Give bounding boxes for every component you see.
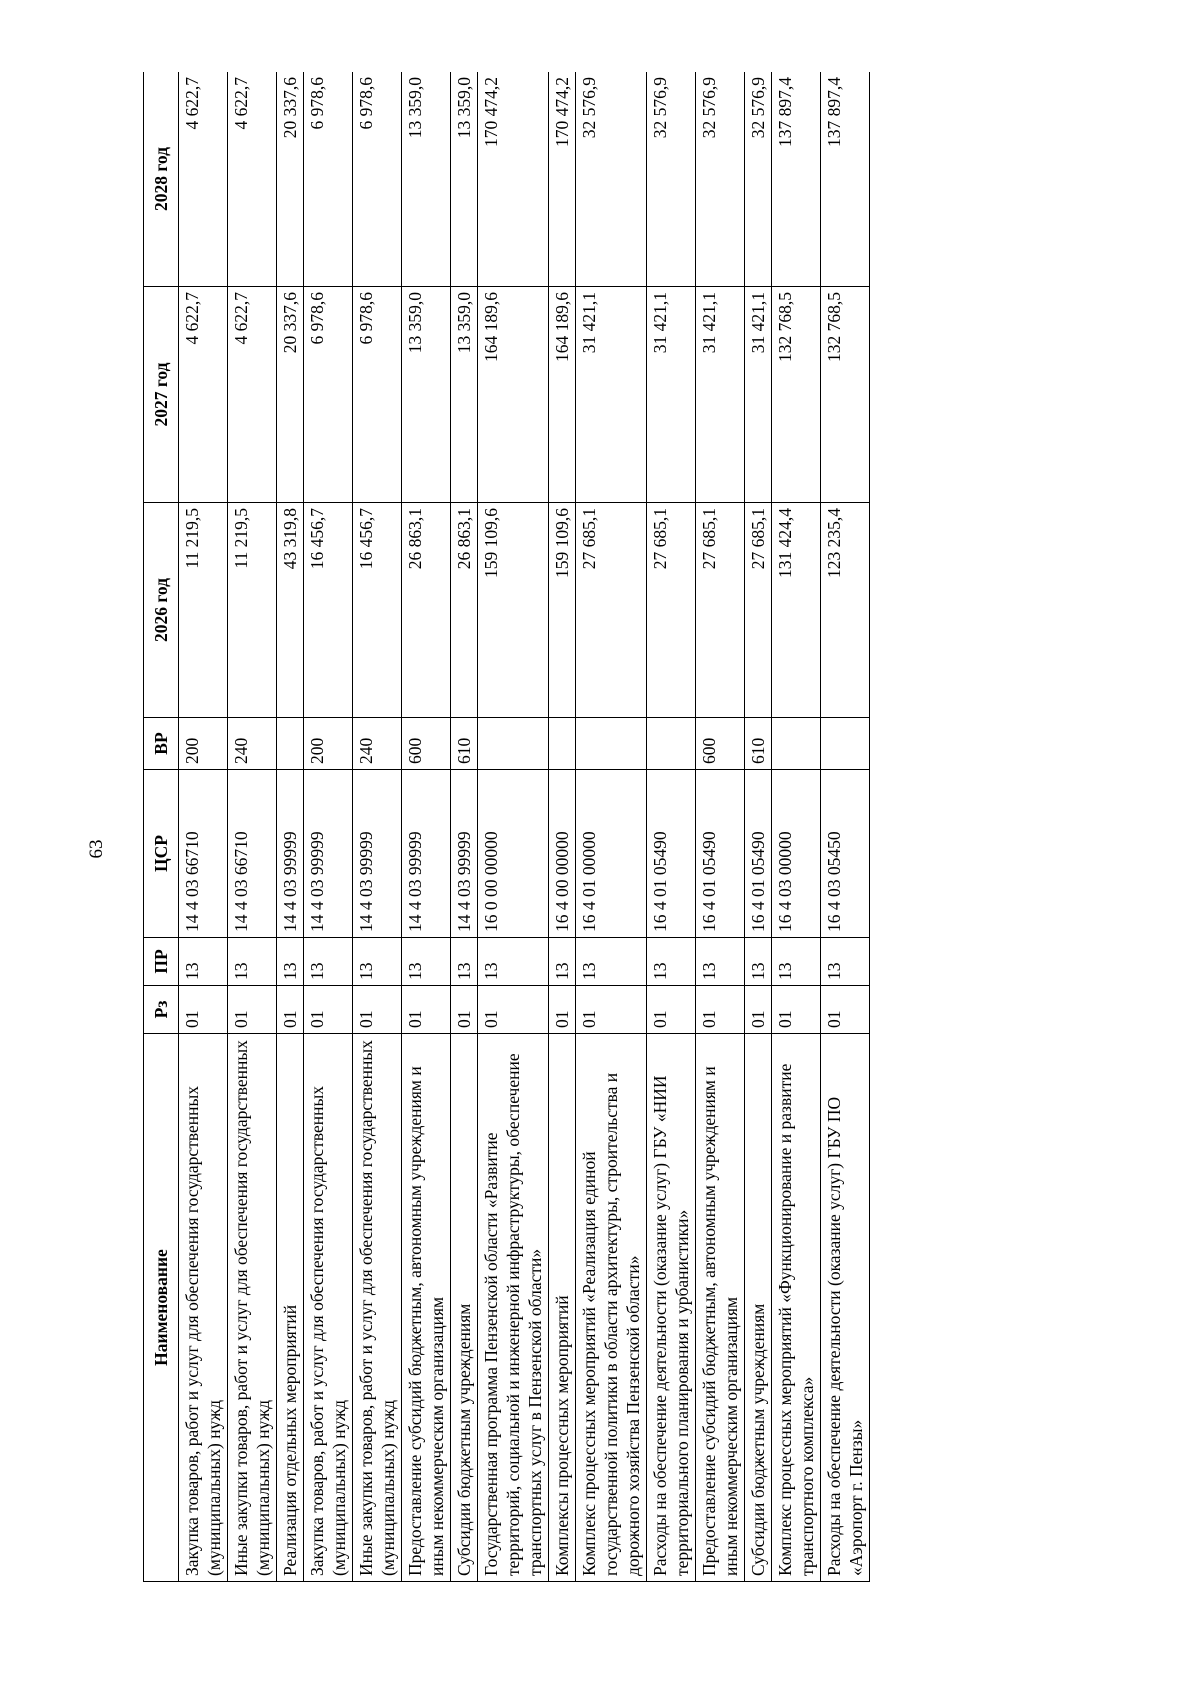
cell-2028: 20 337,6 <box>277 72 304 287</box>
header-2028: 2028 год <box>144 72 179 287</box>
cell-name: Расходы на обеспечение деятельности (оказание услуг) ГБУ «НИИ территориального планирования и урбанистики» <box>647 1034 696 1582</box>
cell-vr: 240 <box>353 718 402 770</box>
cell-vr <box>647 718 696 770</box>
cell-2028: 4 622,7 <box>228 72 277 287</box>
cell-2026: 27 685,1 <box>696 503 745 718</box>
table-row <box>353 72 402 1582</box>
cell-2026: 43 319,8 <box>277 503 304 718</box>
cell-vr: 200 <box>179 718 228 770</box>
table-row <box>647 72 696 1582</box>
cell-rz: 01 <box>821 986 870 1034</box>
cell-rz: 01 <box>179 986 228 1034</box>
cell-2028: 32 576,9 <box>745 72 772 287</box>
cell-name: Закупка товаров, работ и услуг для обеспечения государственных (муниципальных) нужд <box>179 1034 228 1582</box>
cell-csr: 14 4 03 99999 <box>304 770 353 938</box>
cell-2027: 31 421,1 <box>696 287 745 503</box>
cell-rz: 01 <box>451 986 478 1034</box>
cell-2027: 31 421,1 <box>576 287 647 503</box>
cell-vr: 600 <box>696 718 745 770</box>
cell-csr: 16 4 01 00000 <box>576 770 647 938</box>
cell-name: Предоставление субсидий бюджетным, автономным учреждениям и иным некоммерческим организациям <box>696 1034 745 1582</box>
cell-vr: 610 <box>745 718 772 770</box>
cell-2027: 31 421,1 <box>647 287 696 503</box>
table-row <box>277 72 304 1582</box>
table-header-row <box>144 72 179 1582</box>
table-row <box>478 72 549 1582</box>
cell-pr: 13 <box>576 938 647 986</box>
cell-csr: 16 4 01 05490 <box>647 770 696 938</box>
cell-2027: 164 189,6 <box>478 287 549 503</box>
cell-vr <box>772 718 821 770</box>
cell-vr <box>576 718 647 770</box>
cell-2028: 4 622,7 <box>179 72 228 287</box>
cell-name: Иные закупки товаров, работ и услуг для обеспечения государственных (муниципальных) нужд <box>353 1034 402 1582</box>
budget-table <box>143 72 870 1582</box>
table-row <box>179 72 228 1582</box>
cell-name: Комплекс процессных мероприятий «Реализация единой государственной политики в области архитектуры, строительства и дорожного хозяйства Пензенской области» <box>576 1034 647 1582</box>
table-row <box>549 72 576 1582</box>
header-2027: 2027 год <box>144 287 179 503</box>
cell-vr: 600 <box>402 718 451 770</box>
cell-2027: 6 978,6 <box>304 287 353 503</box>
table-row <box>402 72 451 1582</box>
cell-pr: 13 <box>745 938 772 986</box>
table-row <box>576 72 647 1582</box>
cell-pr: 13 <box>772 938 821 986</box>
cell-csr: 16 4 01 05490 <box>696 770 745 938</box>
cell-csr: 16 0 00 00000 <box>478 770 549 938</box>
cell-rz: 01 <box>228 986 277 1034</box>
cell-2027: 13 359,0 <box>451 287 478 503</box>
cell-2027: 132 768,5 <box>821 287 870 503</box>
cell-2026: 26 863,1 <box>402 503 451 718</box>
cell-2027: 31 421,1 <box>745 287 772 503</box>
cell-csr: 14 4 03 99999 <box>451 770 478 938</box>
cell-2028: 13 359,0 <box>402 72 451 287</box>
cell-vr <box>821 718 870 770</box>
cell-csr: 16 4 03 00000 <box>772 770 821 938</box>
cell-2028: 170 474,2 <box>549 72 576 287</box>
cell-pr: 13 <box>353 938 402 986</box>
cell-2028: 32 576,9 <box>696 72 745 287</box>
cell-rz: 01 <box>772 986 821 1034</box>
cell-2026: 27 685,1 <box>647 503 696 718</box>
cell-2027: 20 337,6 <box>277 287 304 503</box>
cell-2026: 11 219,5 <box>228 503 277 718</box>
cell-pr: 13 <box>821 938 870 986</box>
cell-vr <box>277 718 304 770</box>
budget-table-frame <box>143 72 1058 1582</box>
cell-name: Предоставление субсидий бюджетным, автономным учреждениям и иным некоммерческим организациям <box>402 1034 451 1582</box>
cell-vr: 200 <box>304 718 353 770</box>
cell-pr: 13 <box>304 938 353 986</box>
cell-2026: 11 219,5 <box>179 503 228 718</box>
header-vr: ВР <box>144 718 179 770</box>
cell-pr: 13 <box>179 938 228 986</box>
cell-rz: 01 <box>647 986 696 1034</box>
cell-vr: 610 <box>451 718 478 770</box>
cell-csr: 14 4 03 66710 <box>179 770 228 938</box>
cell-vr: 240 <box>228 718 277 770</box>
cell-name: Субсидии бюджетным учреждениям <box>451 1034 478 1582</box>
cell-name: Реализация отдельных мероприятий <box>277 1034 304 1582</box>
cell-2028: 6 978,6 <box>304 72 353 287</box>
cell-csr: 16 4 00 00000 <box>549 770 576 938</box>
cell-csr: 14 4 03 99999 <box>277 770 304 938</box>
table-row <box>228 72 277 1582</box>
cell-name: Государственная программа Пензенской области «Развитие территорий, социальной и инженерной инфраструктуры, обеспечение транспортных услуг в Пензенской области» <box>478 1034 549 1582</box>
cell-rz: 01 <box>696 986 745 1034</box>
table-row <box>304 72 353 1582</box>
cell-csr: 14 4 03 66710 <box>228 770 277 938</box>
cell-2027: 4 622,7 <box>228 287 277 503</box>
table-row <box>451 72 478 1582</box>
cell-2026: 16 456,7 <box>304 503 353 718</box>
cell-2028: 137 897,4 <box>821 72 870 287</box>
cell-rz: 01 <box>304 986 353 1034</box>
cell-2028: 13 359,0 <box>451 72 478 287</box>
cell-2026: 27 685,1 <box>576 503 647 718</box>
cell-pr: 13 <box>228 938 277 986</box>
table-row <box>821 72 870 1582</box>
cell-name: Закупка товаров, работ и услуг для обеспечения государственных (муниципальных) нужд <box>304 1034 353 1582</box>
header-pr: ПР <box>144 938 179 986</box>
cell-2026: 16 456,7 <box>353 503 402 718</box>
cell-rz: 01 <box>277 986 304 1034</box>
header-csr: ЦСР <box>144 770 179 938</box>
cell-2026: 26 863,1 <box>451 503 478 718</box>
cell-rz: 01 <box>478 986 549 1034</box>
cell-name: Субсидии бюджетным учреждениям <box>745 1034 772 1582</box>
table-row <box>745 72 772 1582</box>
page-number: 63 <box>86 839 107 859</box>
cell-rz: 01 <box>353 986 402 1034</box>
cell-pr: 13 <box>549 938 576 986</box>
cell-name: Комплексы процессных мероприятий <box>549 1034 576 1582</box>
cell-2028: 6 978,6 <box>353 72 402 287</box>
cell-csr: 16 4 03 05450 <box>821 770 870 938</box>
cell-2028: 137 897,4 <box>772 72 821 287</box>
table-row <box>772 72 821 1582</box>
cell-rz: 01 <box>402 986 451 1034</box>
header-name: Наименование <box>144 1034 179 1582</box>
cell-2027: 13 359,0 <box>402 287 451 503</box>
cell-csr: 14 4 03 99999 <box>402 770 451 938</box>
cell-name: Иные закупки товаров, работ и услуг для обеспечения государственных (муниципальных) нужд <box>228 1034 277 1582</box>
cell-2027: 4 622,7 <box>179 287 228 503</box>
cell-2027: 164 189,6 <box>549 287 576 503</box>
table-row <box>696 72 745 1582</box>
cell-2026: 131 424,4 <box>772 503 821 718</box>
cell-pr: 13 <box>402 938 451 986</box>
cell-2026: 27 685,1 <box>745 503 772 718</box>
cell-2028: 32 576,9 <box>647 72 696 287</box>
cell-pr: 13 <box>647 938 696 986</box>
cell-2026: 123 235,4 <box>821 503 870 718</box>
cell-rz: 01 <box>745 986 772 1034</box>
cell-2028: 170 474,2 <box>478 72 549 287</box>
cell-2027: 6 978,6 <box>353 287 402 503</box>
rotated-table-wrapper <box>143 72 1058 1582</box>
cell-csr: 14 4 03 99999 <box>353 770 402 938</box>
cell-pr: 13 <box>478 938 549 986</box>
cell-name: Расходы на обеспечение деятельности (оказание услуг) ГБУ ПО «Аэропорт г. Пензы» <box>821 1034 870 1582</box>
cell-2027: 132 768,5 <box>772 287 821 503</box>
cell-vr <box>478 718 549 770</box>
cell-pr: 13 <box>696 938 745 986</box>
header-2026: 2026 год <box>144 503 179 718</box>
cell-vr <box>549 718 576 770</box>
cell-rz: 01 <box>549 986 576 1034</box>
cell-2026: 159 109,6 <box>549 503 576 718</box>
cell-pr: 13 <box>451 938 478 986</box>
cell-name: Комплекс процессных мероприятий «Функционирование и развитие транспортного комплекса» <box>772 1034 821 1582</box>
cell-2026: 159 109,6 <box>478 503 549 718</box>
cell-2028: 32 576,9 <box>576 72 647 287</box>
header-rz: Рз <box>144 986 179 1034</box>
cell-rz: 01 <box>576 986 647 1034</box>
cell-pr: 13 <box>277 938 304 986</box>
cell-csr: 16 4 01 05490 <box>745 770 772 938</box>
